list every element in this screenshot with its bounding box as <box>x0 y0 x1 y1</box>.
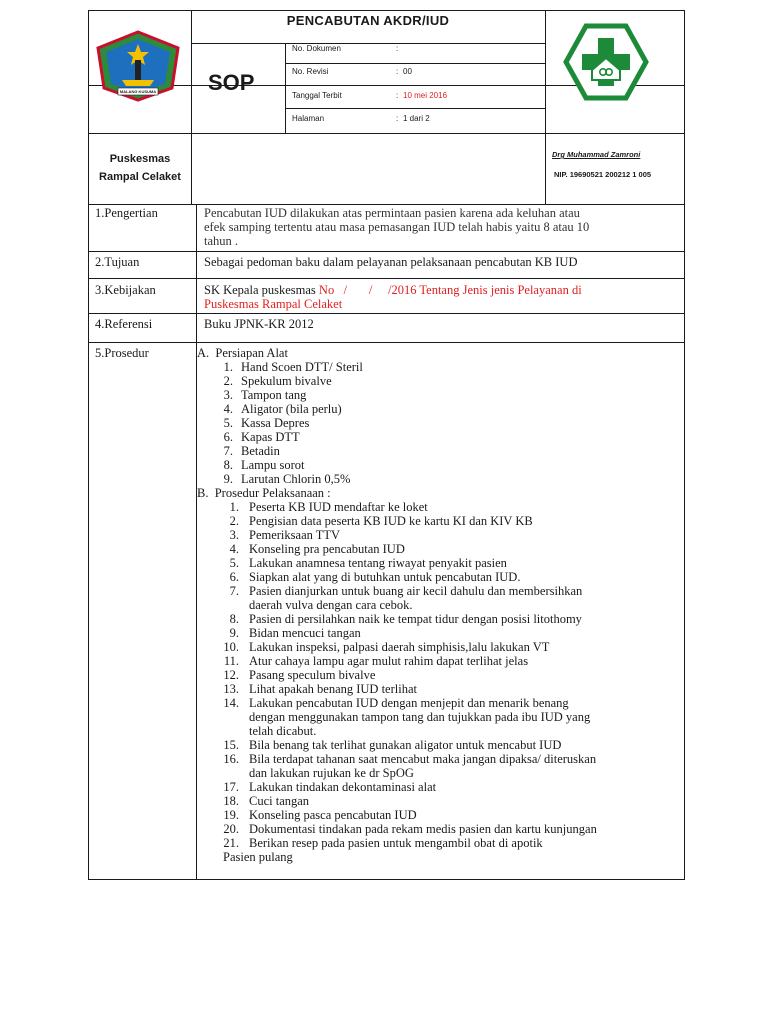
langkah-item-number: 17. <box>223 780 239 794</box>
border-left-top <box>88 10 89 85</box>
alat-item-text: Kapas DTT <box>241 430 300 444</box>
col-line-1 <box>191 10 192 204</box>
langkah-item-number: 5. <box>229 556 239 570</box>
label-pengertian: 1.Pengertian <box>95 206 158 220</box>
alat-item-text: Kassa Depres <box>241 416 310 430</box>
langkah-item-number: 1. <box>229 500 239 514</box>
langkah-item-number: 19. <box>223 808 239 822</box>
text-referensi: Buku JPNK-KR 2012 <box>204 317 314 331</box>
alat-item-text: Lampu sorot <box>241 458 305 472</box>
langkah-item-text: Konseling pasca pencabutan IUD <box>249 808 417 822</box>
langkah-item-number: 7. <box>229 584 239 598</box>
langkah-item-number: 3. <box>229 528 239 542</box>
label-tujuan: 2.Tujuan <box>95 255 140 269</box>
alat-item-text: Spekulum bivalve <box>241 374 332 388</box>
langkah-item-number: 4. <box>229 542 239 556</box>
sop-label: SOP <box>208 70 255 95</box>
pengertian-line-2: efek samping tertentu atau masa pemasangan IUD telah habis yaitu 8 atau 10 <box>204 220 590 234</box>
langkah-item-text: Pengisian data peserta KB IUD ke kartu KI dan KIV KB <box>249 514 533 528</box>
border-right-top <box>684 10 685 85</box>
langkah-item-text: Lakukan inspeksi, palpasi daerah simphisis,lalu lakukan VT <box>249 640 550 654</box>
signer-nip: NIP. 19690521 200212 1 005 <box>554 170 652 179</box>
alat-item-number: 1. <box>223 360 233 374</box>
field-tanggal-terbit: Tanggal Terbit : 10 mei 2016 <box>292 91 448 100</box>
alat-item-number: 2. <box>223 374 233 388</box>
langkah-item-text: Siapkan alat yang di butuhkan untuk pencabutan IUD. <box>249 570 521 584</box>
langkah-item-text: Pemeriksaan TTV <box>249 528 341 542</box>
label-prosedur: 5.Prosedur <box>95 346 149 360</box>
signer-name: Drg Muhammad Zamroni <box>552 150 641 159</box>
alat-item-number: 9. <box>223 472 233 486</box>
alat-item-number: 8. <box>223 458 233 472</box>
alat-item-text: Larutan Chlorin 0,5% <box>241 472 351 486</box>
langkah-item-number: 6. <box>229 570 239 584</box>
field-halaman: Halaman : 1 dari 2 <box>292 114 430 123</box>
kebijakan-line-2: Puskesmas Rampal Celaket <box>204 297 343 311</box>
alat-item-text: Betadin <box>241 444 280 458</box>
text-tujuan: Sebagai pedoman baku dalam pelayanan pelaksanaan pencabutan KB IUD <box>204 255 578 269</box>
alat-item-number: 5. <box>223 416 233 430</box>
label-kebijakan: 3.Kebijakan <box>95 283 156 297</box>
langkah-item-number: 12. <box>223 668 239 682</box>
langkah-item-text: Lakukan tindakan dekontaminasi alat <box>249 780 437 794</box>
langkah-item-number: 20. <box>223 822 239 836</box>
pengertian-line-1: Pencabutan IUD dilakukan atas permintaan pasien karena ada keluhan atau <box>204 206 580 220</box>
langkah-item-text: dan lakukan rujukan ke dr SpOG <box>249 766 414 780</box>
langkah-item-text: Dokumentasi tindakan pada rekam medis pasien dan kartu kunjungan <box>249 822 597 836</box>
langkah-item-number: 21. <box>223 836 239 850</box>
langkah-item-text: Peserta KB IUD mendaftar ke loket <box>249 500 428 514</box>
langkah-item-number: 10. <box>223 640 239 654</box>
langkah-item-number: 14. <box>223 696 239 710</box>
malang-crest-logo <box>92 30 184 102</box>
langkah-item-text: telah dicabut. <box>249 724 317 738</box>
langkah-item-text: Bila benang tak terlihat gunakan aligator untuk mencabut IUD <box>249 738 562 752</box>
langkah-item-text: daerah vulva dengan cara cebok. <box>249 598 413 612</box>
langkah-item-number: 16. <box>223 752 239 766</box>
langkah-item-text: Pasien dianjurkan untuk buang air kecil dahulu dan membersihkan <box>249 584 583 598</box>
kebijakan-prefix: SK Kepala puskesmas <box>204 283 319 297</box>
langkah-item-text: dengan menggunakan tampon tang dan tujukkan pada ibu IUD yang <box>249 710 591 724</box>
langkah-item-text: Berikan resep pada pasien untuk mengambil obat di apotik <box>249 836 543 850</box>
langkah-item-number: 2. <box>229 514 239 528</box>
crest-motto: MALANG KUSUMA <box>119 89 157 94</box>
border-right <box>684 85 685 880</box>
kebijakan-number: No / / /2016 Tentang Jenis jenis Pelayanan di <box>318 283 582 297</box>
label-referensi: 4.Referensi <box>95 317 153 331</box>
langkah-item-number: 11. <box>223 654 239 668</box>
alat-item-text: Tampon tang <box>241 388 307 402</box>
alat-item-text: Aligator (bila perlu) <box>241 402 342 416</box>
alat-item-text: Hand Scoen DTT/ Steril <box>241 360 363 374</box>
langkah-item-number: 13. <box>223 682 239 696</box>
prosedur-content <box>197 0 684 1024</box>
langkah-item-text: Atur cahaya lampu agar mulut rahim dapat terlihat jelas <box>249 654 529 668</box>
alat-item-number: 3. <box>223 388 233 402</box>
org-name: Puskesmas Rampal Celaket <box>99 153 181 183</box>
langkah-item-text: Cuci tangan <box>249 794 310 808</box>
langkah-item-text: Bila terdapat tahanan saat mencabut maka jangan dipaksa/ diteruskan <box>249 752 597 766</box>
langkah-item-text: Lihat apakah benang IUD terlihat <box>249 682 417 696</box>
alat-item-number: 4. <box>223 402 233 416</box>
langkah-item-text: Bidan mencuci tangan <box>249 626 361 640</box>
langkah-item-number: 9. <box>229 626 239 640</box>
langkah-item-text: Lakukan anamnesa tentang riwayat penyakit pasien <box>249 556 507 570</box>
closing-text: Pasien pulang <box>223 850 293 864</box>
section-b-heading: B. Prosedur Pelaksanaan : <box>197 486 331 500</box>
field-no-revisi: No. Revisi : 00 <box>292 67 412 76</box>
document-title: PENCABUTAN AKDR/IUD <box>286 13 450 28</box>
langkah-item-text: Pasien di persilahkan naik ke tempat tidur dengan posisi litothomy <box>249 612 582 626</box>
pengertian-line-3: tahun . <box>204 234 239 248</box>
langkah-item-number: 15. <box>223 738 239 752</box>
langkah-item-text: Lakukan pencabutan IUD dengan menjepit dan menarik benang <box>249 696 569 710</box>
langkah-item-number: 18. <box>223 794 239 808</box>
langkah-item-text: Konseling pra pencabutan IUD <box>249 542 405 556</box>
field-no-dokumen: No. Dokumen : <box>292 44 399 53</box>
langkah-item-number: 8. <box>229 612 239 626</box>
section-a-heading: A. Persiapan Alat <box>197 346 288 360</box>
alat-item-number: 6. <box>223 430 233 444</box>
langkah-item-text: Pasang speculum bivalve <box>249 668 376 682</box>
alat-item-number: 7. <box>223 444 233 458</box>
